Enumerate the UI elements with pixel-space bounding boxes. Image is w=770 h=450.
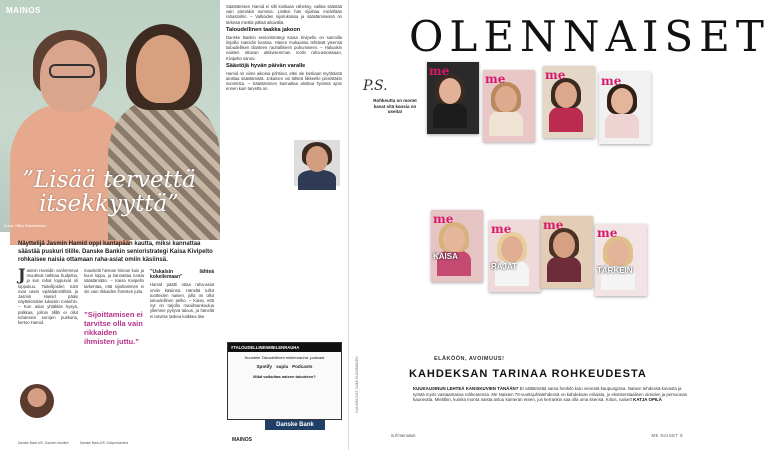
right-column (226, 4, 342, 92)
cover-masthead: me (543, 218, 564, 232)
cover-word: TÄRKEIN (597, 266, 633, 275)
kicker: ELÄKÖÖN, AVOIMUUS! (434, 356, 505, 362)
person-body (298, 170, 336, 190)
magazine-cover (427, 62, 479, 134)
cover-person-face (439, 78, 461, 104)
cover-person-body (433, 102, 467, 128)
column-2: maustetti hieman hinnan kuin ja kuun loppu, ja kannattaa naisia säästämään. – Kaisa Kivipelto tarkentaa, että sijoittaminen ei ole vain rikkaiden ihmisten juttu. (84, 268, 144, 294)
cover-person-body (605, 112, 639, 138)
right-page (348, 0, 770, 450)
headline: KAHDEKSAN TARINAA ROHKEUDESTA (409, 368, 647, 380)
cover-person-face (607, 240, 629, 266)
spotify-logo[interactable]: Spotify (256, 364, 273, 369)
ad-line: Kuuntele Taloudellinen mielenrauha -podcast (244, 355, 325, 360)
hashtag: #TALOUDELLINENMIELENRAUHA (228, 343, 341, 352)
person-face (136, 35, 190, 103)
intro-paragraph: Säästämisen Hamid ei silti koskaan väheksy, vaikka säästää vain pieniäkin summia. Lisäksi hän sijoittaa mielellään rahastoihin. – Valtioiden sijoituksissa ja säästämisessä on tärkeää miettiä pitkää aikaväliä. (226, 4, 342, 25)
cover-person-body (549, 106, 583, 132)
drop-cap: J (18, 265, 26, 284)
platform-logos (228, 364, 341, 369)
cover-person-face (611, 88, 633, 114)
magazine-cover (489, 220, 541, 292)
lede-text: Et välttämättä sama henkilö kuin vierestä kaupungissa. Naisen tehdessä kuvasta ja työstä myös vastaamassa rohkeutensa. Me Naisten 70-vuotisjuhlalehdessä on kahdeksan erilaista, jo eksistentiaalisen oireiden ja persoonan kauneutta. Mietitkin, kuinka monta naista astuu kameran eteen, jos kerrankin saa olla oma itsensä. Kiitos, naiset! (413, 386, 688, 402)
ad-question: Mikä vaikuttaa naisen talouteen? (253, 374, 316, 379)
article-lede (413, 386, 693, 403)
person-face (306, 146, 328, 172)
column-1-text: asmin Hamidin vanhemmat muuttivat tarkkaa budjettia, ja kun rahat loppuivat oli loppukuu. Taiteilijoiden tulot ovat usein epäsäännöllisiä ja Jasmin Hamid pääsi näyttelemään lukuisiin rooleihin. – Kun asiat yhtäkkiä kysyä, palkkaa, jolloin tilillä ei ollut tuhansien eurojen puskuria, kertoo Hamid. (18, 268, 78, 326)
column-3 (150, 268, 214, 319)
lede-author: KATJA OPILÄ (633, 397, 662, 402)
magazine-cover (595, 224, 647, 296)
left-page (0, 0, 348, 450)
section-text: Danske Bankin senioristrategi Kaisa Kivipelto on samoilla linjoilla Hamidin kanssa. Hänen mukaansa tehtävät yleensä taloudellisen tilanteen rauhalliseen puhumiseen. – Haluaisin naisten ottavan aktiivisemman roolin raha-asioissaan, Kivipelto sanoo. (226, 34, 342, 61)
photo-logo: MAINOS (6, 6, 41, 15)
page-number: ME NAISET 9 (651, 433, 683, 438)
column-1 (18, 265, 78, 326)
lede-bold: KUUKAUSINUN LEHTEÄ KANSIKUVIEN TÄNÄÄN? (413, 386, 519, 391)
supla-logo[interactable]: supla (276, 364, 289, 369)
cover-word: KAISA (433, 252, 458, 261)
cover-word: RAJAT (491, 262, 518, 271)
cover-masthead: me (601, 74, 622, 88)
magazine-cover (543, 66, 595, 138)
photo-credit: Kuva: Mika Rautaheimo (4, 223, 47, 228)
hero-photo (0, 0, 220, 232)
section-heading: Taloudellinen taakka jakoon (226, 26, 301, 33)
ad-label: MAINOS (232, 437, 252, 443)
podcasts-logo[interactable]: Podcasts (292, 364, 313, 369)
cover-masthead: me (433, 212, 454, 226)
section-heading: Säästöjä hyvän päivän varalle (226, 62, 306, 69)
column-3-text: Hamid päätti ottaa raha-asiat omiin käsiinsä. Häneltä tullut tuotteiden naisen, jolla on ollut taloudellinen pelko. – Kaisa, että nyt on tarjolla maailmankuulua yllemme pysyvä talous, ja hänellä ei tarvitse laskea kaikkea itse. (150, 282, 214, 319)
pull-quote: ”Sijoittamisen ei tarvitse olla vain rikkaiden ihmisten juttu.” (84, 310, 143, 346)
footer-text: Danske Bank A/S, Suomen sivuliike (18, 441, 69, 445)
cover-masthead: me (491, 222, 512, 236)
cover-masthead: me (545, 68, 566, 82)
portrait-thumbnail (20, 384, 54, 418)
magazine-cover (431, 210, 483, 282)
portrait-inset (294, 140, 340, 186)
section-title: OLENNAISET (409, 12, 770, 61)
podcast-ad-box[interactable] (227, 342, 342, 420)
headline-quote: ”Lisää tervettä itsekkyyttä” (22, 167, 196, 217)
magazine-cover (541, 216, 593, 288)
cover-grid (423, 60, 653, 348)
cover-masthead: me (429, 64, 450, 78)
column-3-heading: ”Uskalsin lähteä kokeilemaan” (150, 269, 214, 281)
cover-person-body (547, 256, 581, 282)
cover-person-face (553, 232, 575, 258)
article-lead: Näyttelijä Jasmin Hamid oppi kantapään kautta, miksi kannattaa säästää puskuri tilille. Danske Bankin senioristrategi Kaisa Kivipelto rohkaisee naisia ottamaan raha-asiat omiin käsiinsä. (18, 241, 213, 263)
magazine-cover (599, 72, 651, 144)
section-text: Hamid on viime aikoina pohtinut, ettei ole koskaan myöhäistä aloittaa säästämistä. Jokainen voi lähteä liikkeelle pienistäkin summista. – Säästäminen kannattaa aloittaa hyvissä ajoin ennen kuin tarvetta on. (226, 70, 342, 92)
cover-masthead: me (485, 72, 506, 86)
magazine-cover (483, 70, 535, 142)
footer-text: Danske Bank A/S, Kööpenhamina (80, 441, 129, 445)
cover-person-body (489, 110, 523, 136)
side-credit: KANSIKUVAT: SAMI KUOSMANEN (355, 356, 359, 413)
footer-url: is.fi/menaiset (391, 433, 416, 438)
cover-person-face (555, 82, 577, 108)
cover-person-face (501, 236, 523, 262)
bank-logo: Danske Bank (265, 420, 325, 430)
cover-masthead: me (597, 226, 618, 240)
cover-person-face (495, 86, 517, 112)
ps-mark: P.S. (363, 78, 388, 94)
ps-note: Rohkeutta on monet kavat sitä kansia on useita! (373, 98, 417, 114)
glasses-icon (49, 64, 95, 78)
cover-person-face (443, 226, 465, 252)
